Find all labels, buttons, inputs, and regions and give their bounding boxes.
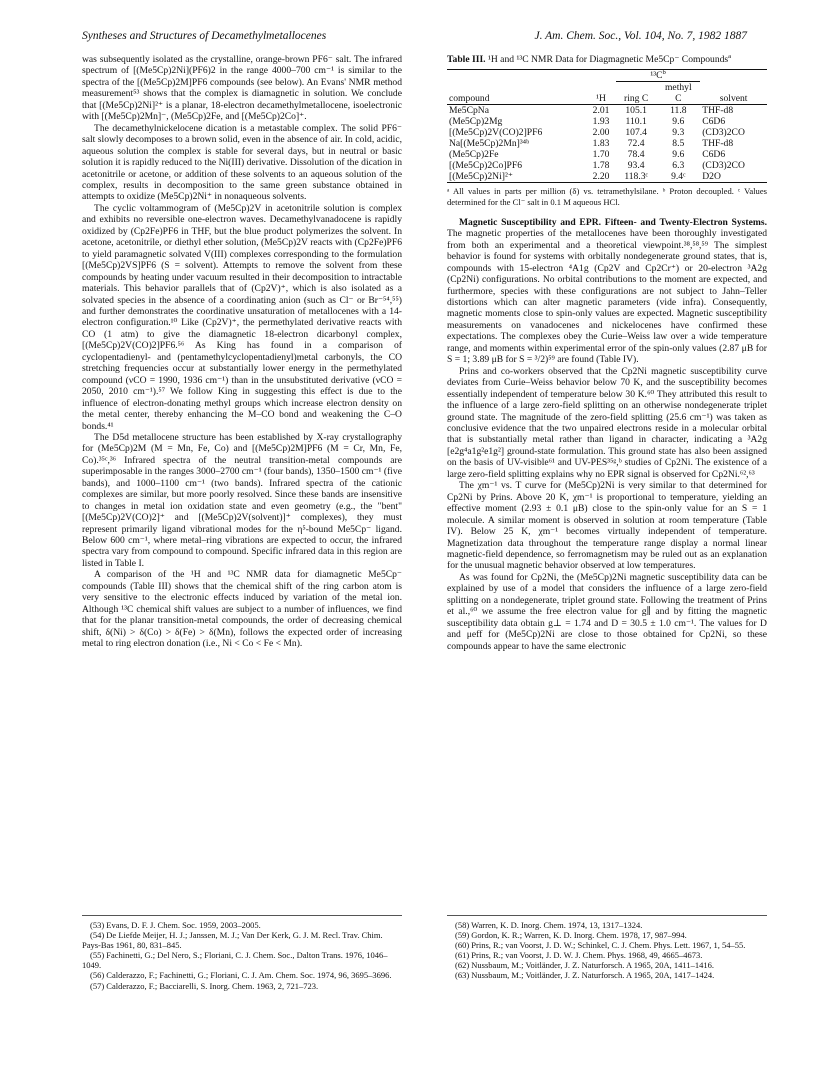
journal-citation: J. Am. Chem. Soc., Vol. 104, No. 7, 1982 1887 [534, 30, 747, 42]
paragraph: Magnetic Susceptibility and EPR. Fifteen- and Twenty-Electron Systems. The magnetic properties of the metallocenes have been thoroughly investigated from both an experimental and a theoretical viewpoint.³⁸,⁵⁸,⁵⁹ The simplest behavior is found for systems with orbitally nondegenerate ground states, that is, compounds with 15-electron ⁴A1g (Cp2V and Cp2Cr⁺) or 20-electron ³A2g (Cp2Ni) configurations. No orbital contributions to the moment are expected, and furthermore, species with these configurations are not subject to Jahn–Teller distortions which can alter magnetic parameters (vide infra). Consequently, magnetic moments close to spin-only values are expected. Magnetic susceptibility measurements on vanadocenes and nickelocenes have confirmed these expectations. The complexes obey the Curie–Weiss law over a wide temperature range, and moments within experimental error of the spin-only values (2.87 μB for S = 1; 3.89 μB for S = ³/2)⁵⁹ are found (Table IV). [447, 216, 767, 366]
table-row: [(Me5Cp)2V(CO)2]PF6 2.00 107.4 9.3 (CD3)2CO [449, 127, 745, 139]
reference: (58) Warren, K. D. Inorg. Chem. 1974, 13, 1317–1324. [455, 920, 643, 930]
running-title: Syntheses and Structures of Decamethylmetallocenes [82, 30, 327, 42]
nmr-table [447, 69, 767, 183]
reference: (53) Evans, D. F. J. Chem. Soc. 1959, 2003–2005. [90, 920, 261, 930]
footnote-rule [82, 915, 402, 916]
table-row: (Me5Cp)2Mg 1.93 110.1 9.6 C6D6 [449, 116, 726, 128]
reference: (61) Prins, R.; van Voorst, J. D. W. J. Chem. Phys. 1968, 49, 4665–4673. [455, 950, 703, 961]
col-header-ring-c: ring C [616, 93, 656, 105]
right-column [447, 54, 767, 652]
reference: (63) Nussbaum, M.; Voitländer, J. Z. Naturforsch. A 1965, 20A, 1417–1424. [455, 970, 715, 981]
col-header-1h: ¹H [586, 93, 616, 105]
paragraph: A comparison of the ¹H and ¹³C NMR data for diamagnetic Me5Cp⁻ compounds (Table III) shows that the chemical shift of the ring carbon atom is very sensitive to the electronic effects induced by variation of the metal ion. Although ¹³C chemical shift values are subject to a number of influences, we find that for the planar transition-metal compounds, the order of decreasing chemical shift, δ(Ni) > δ(Co) > δ(Fe) > δ(Mn), follows the expected order of increasing metal to ring electron donation (i.e., Ni < Co < Fe < Mn). [82, 569, 402, 650]
paragraph: Prins and co-workers observed that the Cp2Ni magnetic susceptibility curve deviates from Curie–Weiss behavior below 70 K, and the susceptibility becomes essentially independent of temperature below 30 K.⁶⁰ They attributed this result to the influence of a large zero-field splitting on an otherwise nondegenerate triplet ground state. The magnitude of the zero-field splitting (25.6 cm⁻¹) was taken as conclusive evidence that the two unpaired electrons reside in a molecular orbital that is substantially metal rather than ligand in character, indicating a ³A2g [e2g⁴a1g²e1g²] ground-state formulation. This ground state has also been assigned on the basis of UV-visible⁶¹ and UV-PES³⁵ᵍ,ᵇ studies of Cp2Ni. The existence of a large zero-field splitting explains why no EPR signal is observed for Cp2Ni.⁶²,⁶³ [447, 365, 767, 480]
table-row: (Me5Cp)2Fe 1.70 78.4 9.6 C6D6 [449, 149, 726, 161]
table-caption [447, 54, 767, 65]
table-title-mark: a [728, 52, 732, 60]
paragraph: The D5d metallocene structure has been established by X-ray crystallography for (Me5Cp)2M (M = Mn, Fe, Co) and [(Me5Cp)2M]PF6 (M = Cr, Mn, Fe, Co).³⁵ᶜ,³⁶ Infrared spectra of the neutral transition-metal compounds are superimposable in the ranges 3000–2700 cm⁻¹ (four bands), 1350–1500 cm⁻¹ (five bands), and 1000–1100 cm⁻¹ (two bands). Infrared spectra of the cationic complexes are similar, but more poorly resolved. Since these bands are insensitive to changes in metal ion oxidation state and even geometry (e.g., the "bent" [(Me5Cp)2V(CO)2]⁺ and [(Me5Cp)2V(solvent)]⁺ complexes), they must represent primarily ligand vibrational modes for the η⁵-bound Me5Cp⁻ ligand. Below 600 cm⁻¹, where metal–ring vibrations are expected to occur, the infrared spectra vary from compound to compound. Specific infrared data in this region are listed in Table I. [82, 431, 402, 569]
table-row: [(Me5Cp)2Ni]²⁺ 2.20 118.3ᶜ 9.4ᶜ D2O [447, 171, 767, 183]
c13-group-header: $^{13}C^b$ [616, 70, 700, 82]
references-right [447, 915, 767, 981]
col-header-compound: compound [447, 93, 586, 105]
footnote-rule [447, 915, 767, 916]
reference: (57) Calderazzo, F.; Bacciarelli, S. Inorg. Chem. 1963, 2, 721–723. [90, 980, 319, 991]
table-row: Na[(Me5Cp)2Mn]³⁴ᵇ 1.83 72.4 8.5 THF-d8 [449, 138, 734, 150]
table-label: Table III. [447, 54, 486, 65]
paragraph: was subsequently isolated as the crystalline, orange-brown PF6⁻ salt. The infrared spectrum of [(Me5Cp)2Ni](PF6)2 in the range 4000–700 cm⁻¹ is similar to the spectra of the [(Me5Cp)2M]PF6 compounds (see below). An Evans' NMR method measurement⁵³ shows that the complex is diamagnetic in solution. We conclude that [(Me5Cp)2Ni]²⁺ is a planar, 18-electron decamethylmetallocene, isoelectronic with [(Me5Cp)2Mn]⁻, (Me5Cp)2Fe, and [(Me5Cp)2Co]⁺. [82, 54, 402, 123]
reference: (62) Nussbaum, M.; Voitländer, J. Z. Naturforsch. A 1965, 20A, 1411–1416. [455, 960, 714, 971]
paragraph: The cyclic voltammogram of (Me5Cp)2V in acetonitrile solution is complex and exhibits no reversible one-electron waves. Decamethylvanadocene is rapidly oxidized by (Cp2Fe)PF6 in THF, but the blue product polymerizes the solvent. In acetone, acetonitrile, or diethyl ether solution, (Me5Cp)2V reacts with (Cp2Fe)PF6 to yield paramagnetic solvated V(III) complexes corresponding to the formulation [(Me5Cp)2VS]PF6 (S = solvent). Attempts to remove the solvent from these compounds by heating under vacuum resulted in their decomposition to intractable materials. This behavior parallels that of (Cp2V)⁺, which is also isolated as a solvated species in the absence of a coordinating anion (such as Cl⁻ or Br⁻⁵⁴,⁵⁵) and further demonstrates the coordinative unsaturation of metallocenes with a 14-electron configuration.¹⁰ Like (Cp2V)⁺, the permethylated derivative reacts with CO (1 atm) to give the diamagnetic 18-electron dicarbonyl complex, [(Me5Cp)2V(CO)2]PF6.⁵⁶ As King has found in a comparison of cyclopentadienyl- and (pentamethylcyclopentadienyl)metal carbonyls, the CO stretching frequencies occur at substantially lower energy in the permethylated compound (νCO = 1990, 1936 cm⁻¹) than in the unsubstituted derivative (νCO = 2050, 2010 cm⁻¹).⁵⁷ We follow King in suggesting this effect is due to the influence of electron-donating methyl groups which increase electron density on the metal center, thereby enhancing the M–CO bond and weakening the C–O bonds.⁴¹ [82, 202, 402, 432]
table-row: [(Me5Cp)2Co]PF6 1.78 93.4 6.3 (CD3)2CO [449, 160, 745, 172]
references-left [82, 915, 402, 991]
paragraph: The decamethylnickelocene dication is a metastable complex. The solid PF6⁻ salt slowly decomposes to a brown solid, even in the absence of air. In cold, acidic, aqueous solution the complex is stable for several days, but in neutral or basic solution it is rapidly reduced to the Ni(III) derivative. Dissolution of the dication in acetonitrile or acetone, or addition of these solvents to an aqueous solution of the complex, results in decomposition to the same green substance obtained in attempts to oxidize (Me5Cp)2Ni⁺ in nonaqueous solvents. [82, 122, 402, 203]
reference: (60) Prins, R.; van Voorst, J. D. W.; Schinkel, C. J. Chem. Phys. Lett. 1967, 1, 54–55. [455, 940, 746, 951]
reference: (54) De Liefde Meijer, H. J.; Janssen, M. J.; Van Der Kerk, G. J. M. Recl. Trav. Chim. Pays-Bas 1961, 80, 831–845. [82, 930, 383, 951]
left-column [82, 54, 402, 650]
table-row: Me5CpNa 2.01 105.1 11.8 THF-d8 [449, 105, 734, 117]
reference: (56) Calderazzo, F.; Fachinetti, G.; Floriani, C. J. Am. Chem. Soc. 1974, 96, 3695–3696. [90, 970, 392, 981]
col-header-solvent: solvent [700, 93, 767, 105]
col-header-methyl-c: C [656, 93, 700, 105]
paragraph: The χm⁻¹ vs. T curve for (Me5Cp)2Ni is very similar to that determined for Cp2Ni by Prins. Above 20 K, χm⁻¹ is proportional to temperature, yielding an effective moment (2.93 ± 0.1 μB) close to the spin-only value for an S = 1 molecule. A similar moment is observed in solution at room temperature (Table IV). Below 25 K, χm⁻¹ becomes virtually independent of temperature. Magnetization data throughout the temperature range display a normal linear magnetic-field dependence, so ferromagnetism may be ruled out as an explanation for the unusual magnetic behavior observed at low temperatures. [447, 480, 767, 572]
col-header-methyl-top: methyl [664, 82, 692, 94]
table-title: ¹H and ¹³C NMR Data for Diagmagnetic Me5Cp⁻ Compounds [487, 54, 729, 65]
reference: (55) Fachinetti, G.; Del Nero, S.; Floriani, C. J. Chem. Soc., Dalton Trans. 1976, 1046–1049. [82, 950, 388, 971]
section-heading: Magnetic Susceptibility and EPR. Fifteen- and Twenty-Electron Systems. [459, 216, 767, 228]
paragraph: As was found for Cp2Ni, the (Me5Cp)2Ni magnetic susceptibility data can be explained by use of a model that considers the influence of a large zero-field splitting on a nondegenerate, triplet ground state. Following the treatment of Prins et al.,⁶⁰ we assume the free electron value for g∥ and by fitting the magnetic susceptibility data obtain g⊥ = 1.74 and D = 30.5 ± 1.0 cm⁻¹. The values for D and μeff for (Me5Cp)2Ni are close to those obtained for Cp2Ni, so these compounds appear to have the same electronic [447, 571, 767, 652]
table-footnote: ᵃ All values in parts per million (δ) vs. tetramethylsilane. ᵇ Proton decoupled. ᶜ Values determined for the Cl⁻ salt in 0.1 M aqueous HCl. [447, 186, 767, 207]
reference: (59) Gordon, K. R.; Warren, K. D. Inorg. Chem. 1978, 17, 987–994. [455, 930, 687, 941]
running-header [82, 30, 747, 46]
